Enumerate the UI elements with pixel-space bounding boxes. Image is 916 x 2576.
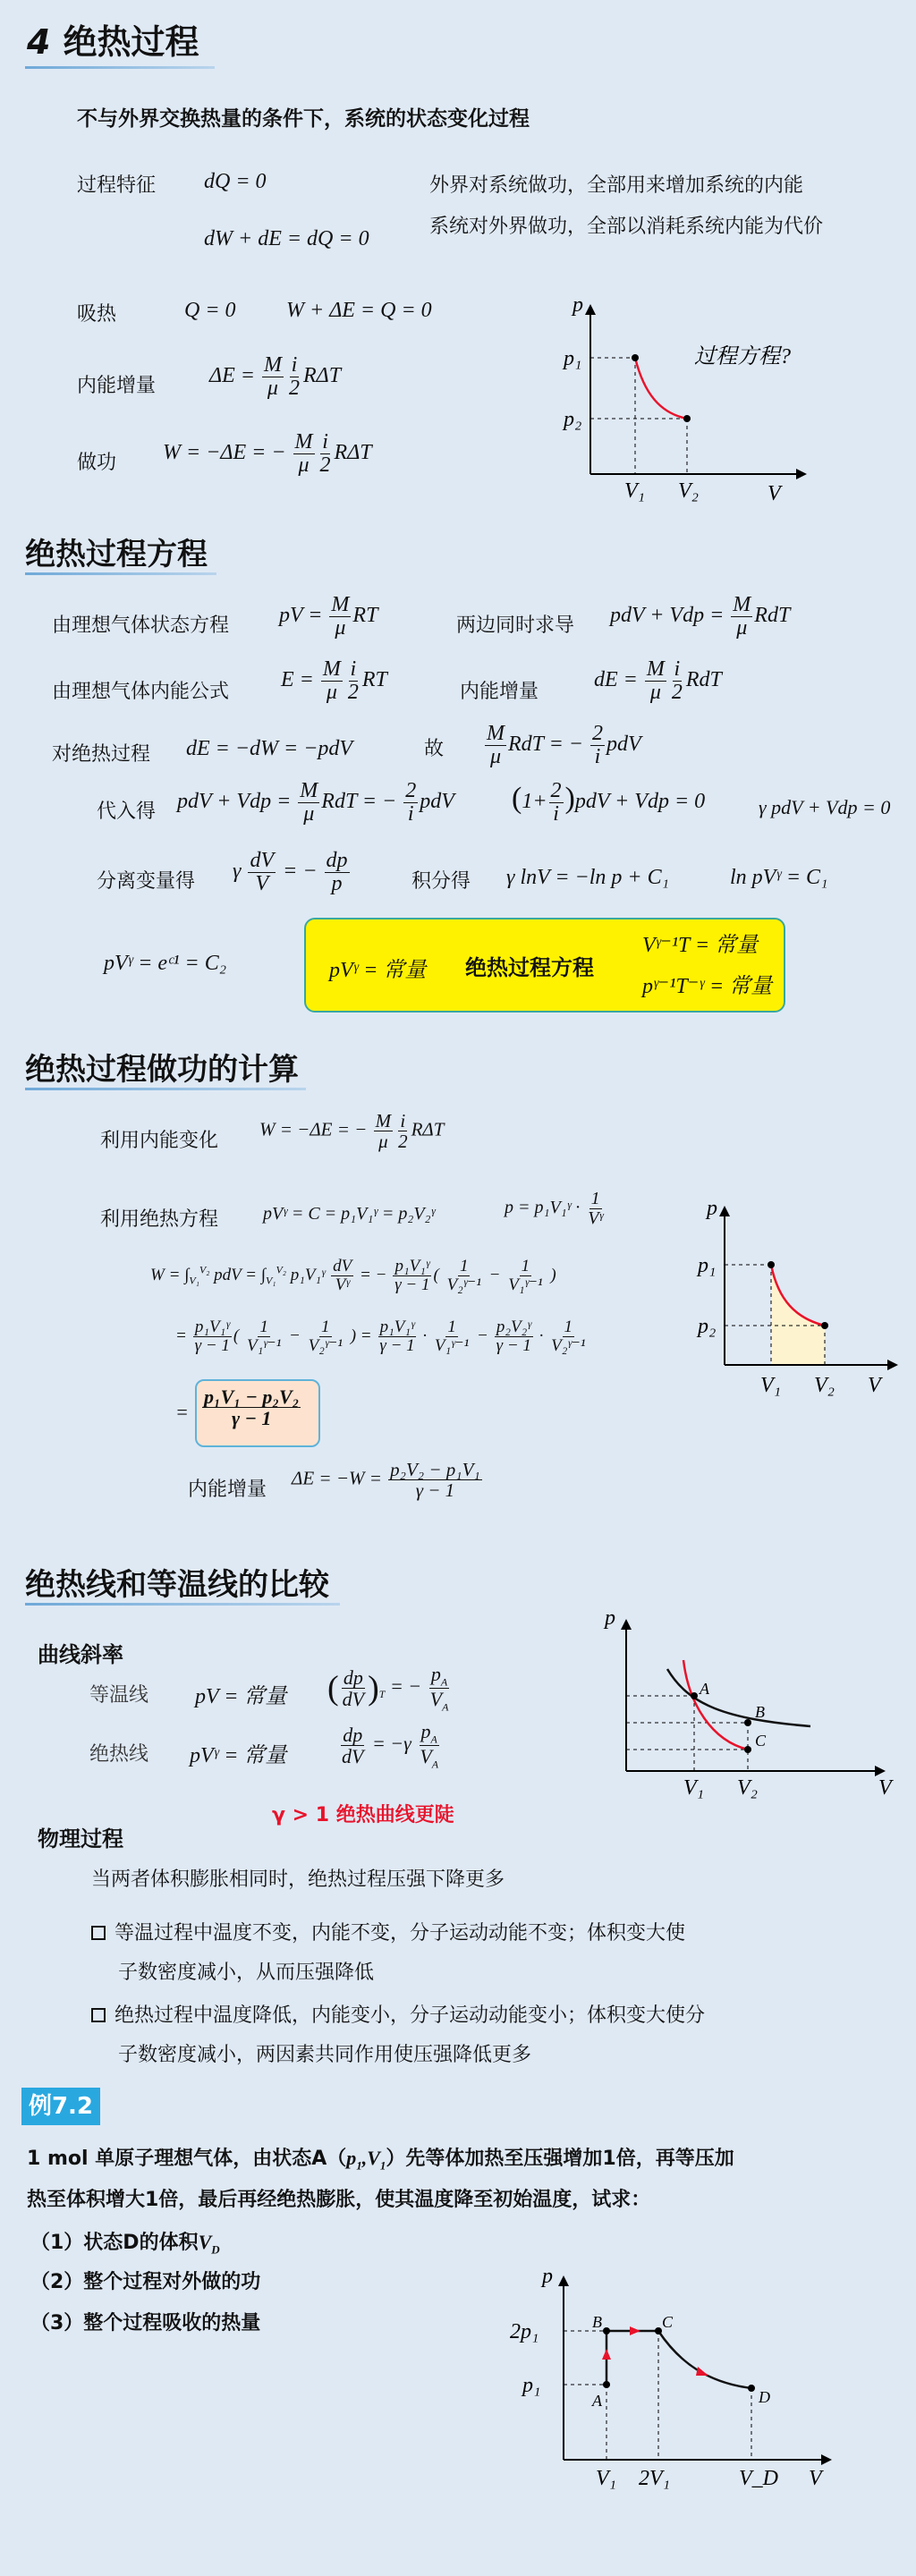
work-equals-sign: = — [175, 1401, 189, 1423]
absorb-label: 吸热 — [77, 303, 117, 326]
work-formula: W = −ΔE = − $\frac{M}{\mu}$ $\frac{i}{2}$ RΔT — [163, 430, 372, 478]
dE-label: 内能增量 — [77, 375, 157, 397]
phys-line: 当两者体积膨胀相同时，绝热过程压强下降更多 — [91, 1868, 505, 1891]
bullet-adi-line-b: 子数密度减小，两因素共同作用使压强降低更多 — [118, 2044, 532, 2066]
adiabatic-const-eq: pVᵞ = C = p₁V₁ᵞ = p₂V₂ᵞ — [263, 1204, 436, 1224]
adiabatic-dE-eq: dE = −dW = −pdV — [186, 737, 353, 760]
g2-v1-tick: V₁ — [760, 1374, 782, 1397]
question-3: （3）整个过程吸收的热量 — [30, 2312, 261, 2334]
ln-eq: ln pVᵞ = C₁ — [730, 866, 828, 889]
g4-point-b: B — [592, 2313, 602, 2331]
graph-example — [510, 2263, 850, 2504]
adi-eq: pVᵞ = 常量 — [190, 1744, 287, 1767]
pressure-eq: p = p₁V₁ᵞ · $\frac{1}{\text{Vᵞ}}$ — [505, 1189, 604, 1228]
note-line-2: 系统对外界做功，全部以消耗系统内能为代价 — [429, 216, 824, 238]
g3-point-a: A — [700, 1680, 709, 1698]
g2-v-axis: V — [868, 1374, 881, 1397]
g4-point-a: A — [592, 2392, 602, 2410]
slope-heading: 曲线斜率 — [38, 1642, 123, 1667]
work-expand-eq: = $\frac{\text{p₁V₁ᵞ}}{\gamma - 1}$ ( $\frac{1}{\text{V₁ᵞ⁻¹}}$ − $\frac{1}{\text{V₂ᵞ⁻¹}}$ ) = $\frac{\text{p₁V₁ᵞ}}{\gamma - 1}$ · $\frac{1}{\text{V₁ᵞ⁻¹}}$ − $\frac{\text{p₂V₂ᵞ}}{\gamma - 1}$ · $\frac{1}{\text{V₂ᵞ⁻¹}}$ — [175, 1318, 586, 1355]
combined-eq: (1+ $\frac{2}{i}$ )pdV + Vdp = 0 — [512, 779, 706, 826]
adi-slope-eq: $\frac{dp}{dV}$ = −γ $\frac{p_A}{V_A}$ — [342, 1720, 439, 1771]
g1-p2-tick: p₂ — [564, 408, 582, 431]
g2-p2-tick: p₂ — [698, 1315, 717, 1338]
absorb-eq-1: Q = 0 — [184, 299, 236, 322]
g4-2p1-tick: 2p₁ — [510, 2320, 539, 2343]
g4-2v1-tick: 2V₁ — [639, 2467, 671, 2490]
g1-p-axis: p — [572, 293, 583, 317]
bullet-iso-line-b: 子数密度减小，从而压强降低 — [118, 1962, 375, 1984]
g4-point-c: C — [662, 2313, 674, 2331]
g4-vd-tick: V_D — [739, 2467, 778, 2490]
s2-line5-mid: 积分得 — [411, 870, 471, 893]
g3-v1-tick: V₁ — [683, 1776, 705, 1800]
s2-line2-right-label: 内能增量 — [460, 681, 539, 703]
title-underline — [25, 1088, 306, 1090]
title-underline — [25, 572, 216, 575]
adi-label: 绝热线 — [89, 1743, 149, 1766]
g3-point-c: C — [755, 1732, 767, 1750]
bullet-adiabatic — [91, 1996, 705, 2075]
question-1-text: （1）状态D的体积 — [30, 2232, 199, 2254]
example-state-a-vars: $p_1,V_1$ — [346, 2147, 386, 2173]
section-number: 4 — [27, 22, 51, 62]
section-title-adiabatic — [27, 14, 199, 64]
constant-eq: pVᵞ = eᶜ¹ = C₂ — [104, 952, 227, 975]
g1-p1-tick: p₁ — [564, 347, 582, 370]
g3-p-axis: p — [605, 1606, 615, 1630]
section-title-text: 绝热过程 — [63, 22, 199, 62]
ideal-gas-eq: pV = $\frac{M}{\mu}$ RT — [279, 593, 378, 640]
bullet-iso-line-a: 等温过程中温度不变，内能不变，分子运动动能不变；体积变大使 — [114, 1922, 686, 1945]
graph-adiabatic-work — [689, 1193, 907, 1399]
checkbox-icon — [91, 2008, 106, 2022]
g3-point-b: B — [755, 1703, 765, 1721]
graph-compare — [590, 1606, 900, 1803]
g4-v-axis: V — [809, 2467, 822, 2490]
iso-label: 等温线 — [89, 1684, 149, 1707]
g4-p1-tick: p₁ — [522, 2374, 541, 2397]
work-integral-eq: $W = \int_{V_1}^{V_2}$ pdV = $\int_{V_1}^{V_2}$ p₁V₁ᵞ $\frac{dV}{\text{Vᵞ}}$ = − $\frac{\text{p₁V₁ᵞ}}{\gamma - 1}$ ( $\frac{1}{\text{V₂ᵞ⁻¹}}$ − $\frac{1}{\text{V₁ᵞ⁻¹}}$ ) — [150, 1257, 556, 1294]
separated-eq: γ $\frac{dV}{V}$ = − $\frac{dp}{p}$ — [233, 849, 348, 896]
graph-adiabatic-1 — [546, 293, 814, 505]
work-result-eq: $\frac{\text{p₁V₁ − p₂V₂}}{\gamma - 1}$ — [204, 1385, 300, 1430]
example-line-1-prefix: 1 mol 单原子理想气体，由状态A（ — [27, 2148, 347, 2170]
internal-energy-eq: E = $\frac{M}{\mu}$ $\frac{i}{2}$ RT — [281, 657, 387, 705]
section-title-equation: 绝热过程方程 — [25, 537, 208, 572]
substitute-eq: pdV + Vdp = $\frac{M}{\mu}$ RdT = − $\frac{2}{i}$ pdV — [177, 779, 454, 826]
integral-eq: γ lnV = −ln p + C₁ — [506, 866, 669, 889]
box-eq-2: Vᵞ⁻¹T = 常量 — [642, 934, 759, 957]
g1-question: 过程方程? — [694, 345, 791, 369]
note-line-1: 外界对系统做功，全部用来增加系统的内能 — [429, 174, 804, 197]
derivative-eq: pdV + Vdp = $\frac{M}{\mu}$ RdT — [610, 593, 791, 640]
example-badge: 例7.2 — [21, 2088, 100, 2125]
rdT-eq: $\frac{M}{\mu}$ RdT = − $\frac{2}{i}$ pdV — [487, 722, 641, 769]
dE-formula: ΔE = $\frac{M}{\mu}$ $\frac{i}{2}$ RΔT — [209, 353, 342, 401]
s2-line3-mid: 故 — [424, 738, 445, 760]
box-eq-3: pᵞ⁻¹T⁻ᵞ = 常量 — [642, 975, 773, 998]
gamma-note: γ > 1 绝热曲线更陡 — [272, 1804, 454, 1826]
box-eq-1: pVᵞ = 常量 — [329, 959, 427, 982]
question-1-vd: $V_D$ — [198, 2231, 220, 2257]
example-line-1 — [27, 2143, 734, 2173]
s3-dE-label: 内能增量 — [188, 1479, 267, 1501]
section-title-compare: 绝热线和等温线的比较 — [25, 1567, 329, 1603]
s2-line3-label: 对绝热过程 — [52, 743, 151, 766]
section-title-work: 绝热过程做功的计算 — [25, 1052, 299, 1088]
g4-v1-tick: V₁ — [596, 2467, 617, 2490]
work-dE-eq: W = −ΔE = − $\frac{M}{\mu}$ $\frac{i}{2}$ RΔT — [259, 1110, 445, 1153]
box-title: 绝热过程方程 — [465, 955, 594, 980]
g2-p-axis: p — [707, 1197, 717, 1220]
g1-v-axis: V — [768, 482, 781, 505]
s2-line1-right-label: 两边同时求导 — [456, 614, 575, 637]
g1-v1-tick: V₁ — [624, 479, 646, 503]
s3-line1-label: 利用内能变化 — [100, 1130, 219, 1152]
title-underline — [25, 66, 215, 69]
g2-p1-tick: p₁ — [698, 1254, 717, 1277]
s2-line5-label: 分离变量得 — [97, 870, 196, 893]
definition-text: 不与外界交换热量的条件下，系统的状态变化过程 — [77, 107, 530, 131]
absorb-eq-2: W + ΔE = Q = 0 — [286, 299, 432, 322]
example-line-2: 热至体积增大1倍，最后再经绝热膨胀，使其温度降至初始温度，试求： — [27, 2189, 651, 2211]
dE-differential-eq: dE = $\frac{M}{\mu}$ $\frac{i}{2}$ RdT — [594, 657, 722, 705]
work-label: 做功 — [77, 452, 117, 474]
gamma-eq: γ pdV + Vdp = 0 — [759, 796, 891, 818]
feature-eq-2: dW + dE = dQ = 0 — [204, 227, 369, 250]
g4-p-axis: p — [542, 2265, 553, 2288]
s3-line2-label: 利用绝热方程 — [100, 1208, 219, 1231]
feature-label: 过程特征 — [77, 174, 157, 197]
title-underline — [25, 1603, 340, 1606]
feature-eq-1: dQ = 0 — [204, 170, 267, 193]
example-line-1-suffix: ）先等体加热至压强增加1倍，再等压加 — [386, 2148, 734, 2170]
g3-v-axis: V — [878, 1776, 892, 1800]
s2-line1-label: 由理想气体状态方程 — [52, 614, 230, 637]
phys-heading: 物理过程 — [38, 1826, 123, 1852]
g3-v2-tick: V₂ — [737, 1776, 759, 1800]
s3-dE-eq: ΔE = −W = $\frac{\text{p₂V₂ − p₁V₁}}{\gamma - 1}$ — [292, 1459, 480, 1502]
checkbox-icon — [91, 1926, 106, 1940]
s2-line4-label: 代入得 — [97, 801, 157, 823]
g2-v2-tick: V₂ — [814, 1374, 835, 1397]
iso-eq: pV = 常量 — [195, 1685, 287, 1708]
iso-slope-eq: ( $\frac{dp}{dV}$ )$_T$ = − $\frac{p_A}{V_A}$ — [327, 1663, 449, 1714]
question-1 — [30, 2227, 220, 2257]
s2-line2-label: 由理想气体内能公式 — [52, 681, 230, 703]
bullet-adi-line-a: 绝热过程中温度降低，内能变小，分子运动动能变小；体积变大使分 — [114, 2004, 706, 2027]
question-2: （2）整个过程对外做的功 — [30, 2271, 261, 2293]
g4-point-d: D — [759, 2388, 770, 2406]
g1-v2-tick: V₂ — [678, 479, 700, 503]
bullet-isothermal — [91, 1914, 685, 1993]
